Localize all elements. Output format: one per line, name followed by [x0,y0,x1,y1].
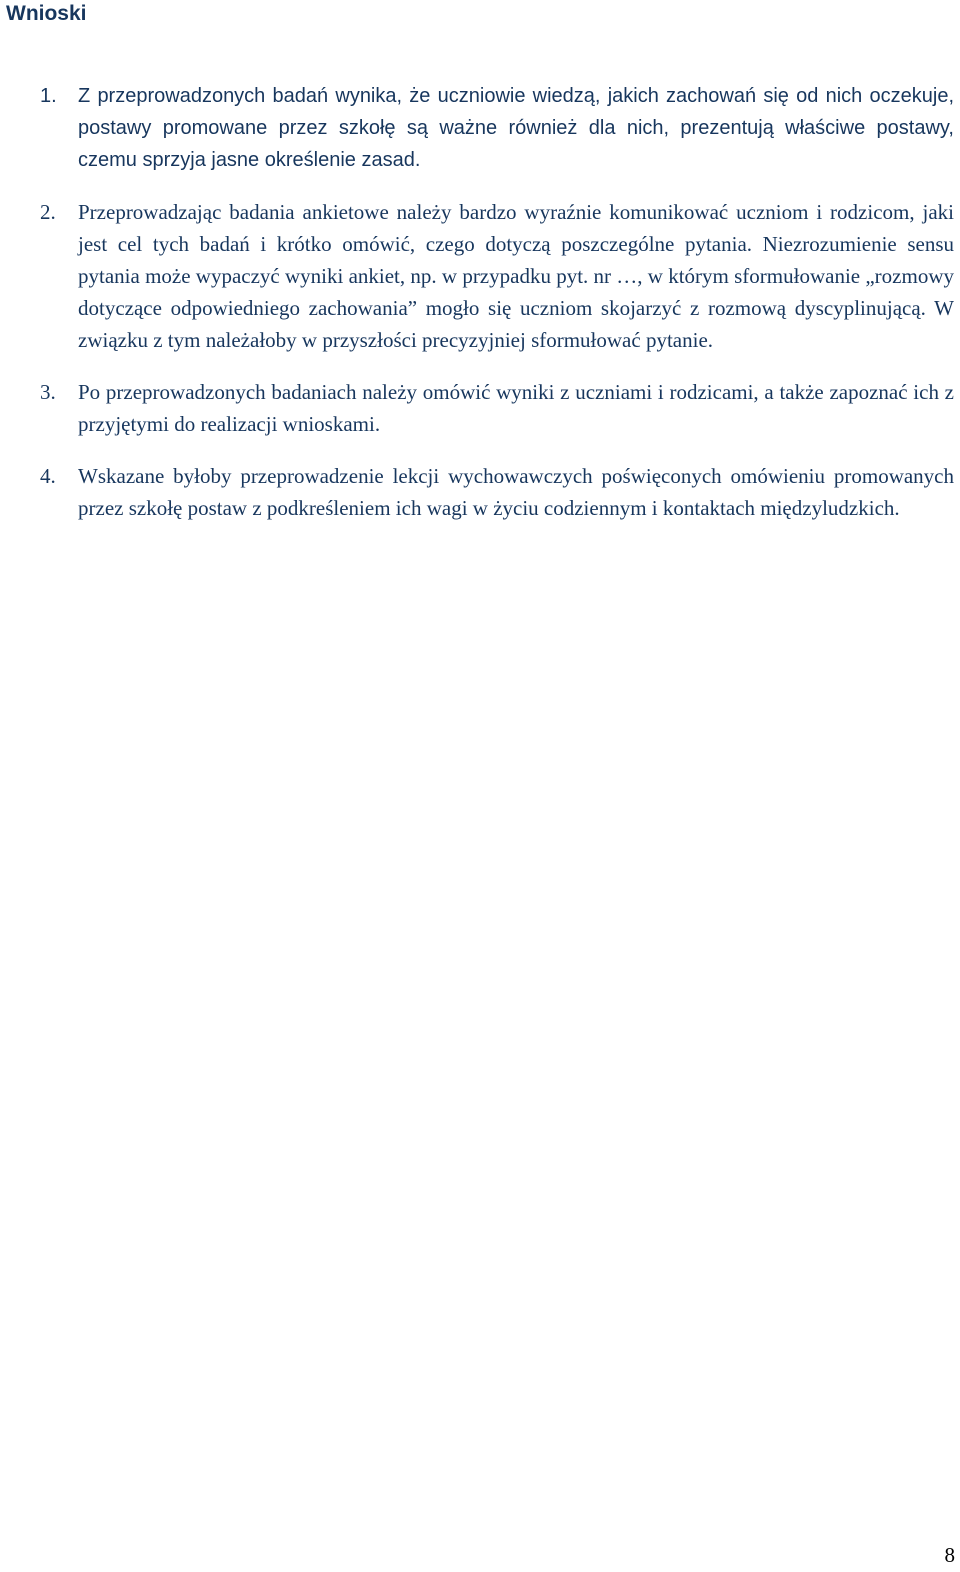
conclusions-list [0,80,960,544]
list-item-number: 2. [40,200,56,224]
list-item-number: 1. [40,85,57,107]
list-item-number: 4. [40,464,56,488]
page-number: 8 [944,1543,955,1567]
list-item-text: Po przeprowadzonych badaniach należy omówić wyniki z uczniami i rodzicami, a także zapoznać ich z przyjętymi do realizacji wnioskami. [78,380,954,436]
list-item-number: 3. [40,380,56,404]
list-item-text: Przeprowadzając badania ankietowe należy bardzo wyraźnie komunikować uczniom i rodzicom, jaki jest cel tych badań i krótko omówić, czego dotyczą poszczególne pytania. Niezrozumienie sensu pytania może wypaczyć wyniki ankiet, np. w przypadku pyt. nr …, w którym sformułowanie „rozmowy dotyczące odpowiedniego zachowania” mogło się uczniom skojarzyć z rozmową dyscyplinującą. W związku z tym należałoby w przyszłości precyzyjniej sformułować pytanie. [78,200,954,352]
list-item-text: Wskazane byłoby przeprowadzenie lekcji wychowawczych poświęconych omówieniu promowanych przez szkołę postaw z podkreśleniem ich wagi w życiu codziennym i kontaktach międzyludzkich. [78,464,954,520]
list-item [0,80,960,176]
list-item-text: Z przeprowadzonych badań wynika, że uczniowie wiedzą, jakich zachowań się od nich oczekuje, postawy promowane przez szkołę są ważne również dla nich, prezentują właściwe postawy, czemu sprzyja jasne określenie zasad. [78,85,954,171]
page-title: Wnioski [6,2,87,25]
list-item [0,376,960,440]
list-item [0,460,960,524]
list-item [0,196,960,356]
